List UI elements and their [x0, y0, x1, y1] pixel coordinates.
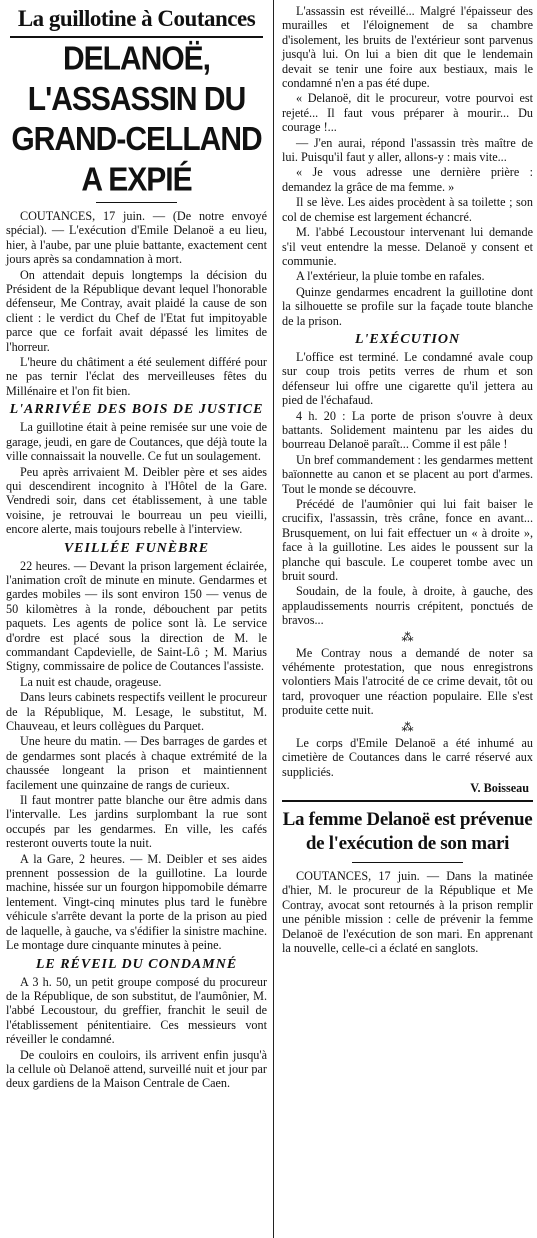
headline-rule	[96, 202, 177, 203]
asterism-2: ⁂	[401, 719, 414, 734]
paragraph: 22 heures. — Devant la prison largement éclairée, l'animation croît de minute en minute. Gendarmes et gardes mobiles — ils sont environ 150 — venus de 50 kilomètres à la ronde, débouchent par petits paquets. Les agents de police sont là. Le service d'ordre est placé sous la direction de M. le commandant Capdevielle, de Saint-Lô ; M. Marius Stigny, commissaire de police de Coutances l'assiste.	[6, 558, 267, 674]
veillee-text	[6, 559, 267, 953]
asterism-1: ⁂	[401, 629, 414, 644]
subheading-reveil: LE RÉVEIL DU CONDAMNÉ	[35, 956, 238, 972]
paragraph: A 3 h. 50, un petit groupe composé du procureur de la République, de son substitut, de l'aumônier, M. l'abbé Lecoustour, du greffier, franchit le seuil de l'établissement pénitentiaire. Ces messieurs vont réveiller le condamné.	[6, 974, 267, 1047]
continuation-text	[282, 4, 533, 328]
paragraph: Précédé de l'aumônier qui lui fait baiser le crucifix, l'assassin, très crâne, fonce en avant... Brusquement, on lui fait effectuer un « à droite », face à la guillotine. Les aides le poussent sur la planche qui bascule. Le couperet tombe avec un bruit sourd.	[282, 497, 533, 584]
column-rule	[273, 0, 274, 1238]
left-column	[0, 0, 271, 1092]
paragraph: Un bref commandement : les gendarmes mettent baïonnette au canon et se placent au port d'armes. Tout le monde se découvre.	[282, 452, 533, 496]
paragraph: L'heure du châtiment a été seulement différé pour ne pas ternir l'éclat des merveilleuses fêtes du Millénaire et l'on fit bien.	[6, 355, 267, 398]
burial-text	[282, 736, 533, 779]
box-rule	[282, 800, 533, 802]
paragraph: COUTANCES, 17 juin. — Dans la matinée d'hier, M. le procureur de la République et Me Contray, avocat sont retournés à la prison remplir une pénible mission : celle de prévenir la femme Delanoë de l'exécution de son mari. En apprenant la nouvelle, celle-ci a éclaté en sanglots.	[282, 868, 533, 955]
right-column	[276, 0, 537, 956]
reveil-text	[6, 975, 267, 1091]
paragraph: M. l'abbé Lecoustour intervenant lui demande s'il veut entendre la messe. Delanoë y consent et communie.	[282, 225, 533, 268]
paragraph: « Delanoë, dit le procureur, votre pourvoi est rejeté... Il faut vous préparer à mourir... Du courage !...	[282, 91, 533, 135]
paragraph: — J'en aurai, répond l'assassin très maître de lui. Puisqu'il faut y aller, allons-y : mais vite...	[282, 135, 533, 165]
paragraph: « Je vous adresse une dernière prière : demandez la grâce de ma femme. »	[282, 165, 533, 194]
paragraph: Il faut montrer patte blanche our être admis dans l'intervalle. Les jardins surplombant la rue sont occupés par les gendarmes. En ville, les cafés resteront ouverts toute la nuit.	[6, 793, 267, 851]
headline: DELANOË, L'ASSASSIN DU GRAND-CELLAND A EXPIÉ	[11, 40, 262, 199]
signature: V. Boisseau	[470, 780, 529, 795]
paragraph: Peu après arrivaient M. Deibler père et ses aides qui descendirent incognito à l'Hôtel de la Gare. Vendredi soir, dans cet établissement, à une table voisine, je retrouvai le bourreau un peu vieilli, encore alerte, mais toujours rebelle à l'interview.	[6, 464, 267, 537]
paragraph: A l'extérieur, la pluie tombe en rafales.	[296, 269, 485, 284]
subheading-veillee: VEILLÉE FUNÈBRE	[63, 540, 210, 556]
paragraph: Le corps d'Emile Delanoë a été inhumé au cimetière de Coutances dans le carré réservé aux suppliciés.	[282, 735, 533, 779]
paragraph: L'assassin est réveillé... Malgré l'épaisseur des murailles et l'éloignement de sa chambre d'isolement, les bruits de l'extérieur sont parvenus jusqu'à lui. On lui a bien dit que le lendemain devait se tenir une foire aux bestiaux, mais le condamné n'en a pas été dupe.	[282, 4, 533, 91]
box-headline-rule	[352, 862, 463, 863]
protest-text	[282, 646, 533, 718]
execution-text	[282, 350, 533, 628]
kicker: La guillotine à Coutances	[17, 6, 256, 31]
arrivee-text	[6, 420, 267, 536]
box-text	[282, 869, 533, 955]
paragraph: On attendait depuis longtemps la décision du Président de la République devant lequel l'honorable défenseur, Me Contray, avait plaidé la cause de son client : le verdict du Chef de l'Etat fut impitoyable parce que ce forfait avait dépassé les limites de l'horreur.	[6, 267, 267, 354]
paragraph: La nuit est chaude, orageuse.	[20, 674, 162, 689]
paragraph: Soudain, de la foule, à droite, à gauche, des applaudissements nourris crépitent, ponctués de bravos...	[282, 584, 533, 628]
box-headline: La femme Delanoë est prévenue de l'exécution de son mari	[282, 808, 533, 854]
subheading-arrivee: L'ARRIVÉE DES BOIS DE JUSTICE	[9, 402, 264, 418]
paragraph: Il se lève. Les aides procèdent à sa toilette ; son col de chemise est largement échancré.	[282, 195, 533, 224]
paragraph: La guillotine était à peine remisée sur une voie de garage, jeudi, en gare de Coutances, que déjà toute la ville connaissait la nouvelle. Ce fut un soulagement.	[6, 420, 267, 464]
paragraph: Quinze gendarmes encadrent la guillotine dont la silhouette se profile sur la façade toute blanche de la prison.	[282, 284, 533, 328]
paragraph: Une heure du matin. — Des barrages de gardes et de gendarmes sont placés à chaque extrémité de la chaussée longeant la prison et maintiennent facilement une quinzaine de rangs de curieux.	[6, 734, 267, 792]
subheading-execution: L'EXÉCUTION	[354, 331, 461, 347]
kicker-rule	[10, 36, 263, 38]
paragraph: A la Gare, 2 heures. — M. Deibler et ses aides prennent possession de la guillotine. La lourde machine, hissée sur un fourgon hippomobile démarre lentement. Vingt-cinq minutes plus tard le funèbre véhicule s'arrête devant la porte de la prison au pied de laquelle, à gauche, va s'édifier la sinistre machine. Le montage dure cinquante minutes à peine.	[6, 851, 267, 953]
paragraph: COUTANCES, 17 juin. — (De notre envoyé spécial). — L'exécution d'Emile Delanoë a eu lieu, hier, à l'aube, par une pluie battante, exactement cent jours après sa condamnation à mort.	[6, 209, 267, 267]
paragraph: Dans leurs cabinets respectifs veillent le procureur de la République, M. Lesage, le substitut, M. Chauveau, et leurs collègues du Parquet.	[6, 690, 267, 733]
paragraph: L'office est terminé. Le condamné avale coup sur coup trois petits verres de rhum et son défenseur lui offre une cigarette qu'il jettera au pied de l'échafaud.	[282, 349, 533, 408]
paragraph: Me Contray nous a demandé de noter sa véhémente protestation, que nous enregistrons volontiers Mais l'atrocité de ce crime devait, tôt ou tard, provoquer une réaction populaire. Elle s'est produite cette nuit.	[282, 645, 533, 718]
intro-text	[6, 209, 267, 398]
paragraph: 4 h. 20 : La porte de prison s'ouvre à deux battants. Solidement maintenu par les aides du bourreau Delanoë paraît... Comme il est pâle !	[282, 408, 533, 452]
paragraph: De couloirs en couloirs, ils arrivent enfin jusqu'à la cellule où Delanoë attend, surveillé nuit et jour par deux gardiens de la Maison Centrale de Caen.	[6, 1047, 267, 1091]
